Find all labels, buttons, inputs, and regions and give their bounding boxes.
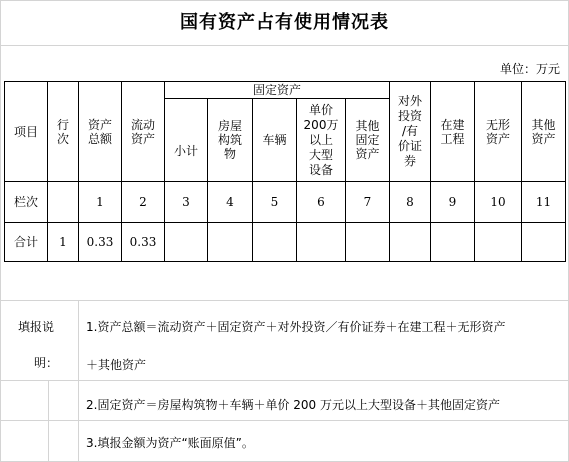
header-text: 其他 [355, 119, 380, 133]
table-border-bottom [4, 261, 566, 262]
page-title: 国有资产占有使用情况表 [180, 12, 389, 33]
header-text: 资产 [531, 131, 556, 146]
header-text: 行 [56, 117, 69, 132]
header-vehicles: 车辆 [262, 133, 287, 147]
gridline [0, 420, 569, 421]
header-text: 总额 [87, 131, 112, 146]
header-other-fixed [346, 99, 389, 181]
header-item: 项目 [13, 124, 38, 139]
column-number: 8 [406, 195, 414, 209]
header-construction [431, 82, 474, 181]
header-total-assets [79, 82, 121, 181]
header-other-assets [522, 82, 565, 181]
header-buildings [208, 99, 252, 181]
header-text: 构筑 [217, 133, 242, 147]
header-fixed-assets: 固定资产 [252, 83, 301, 97]
unit-label: 单位：万元 [499, 62, 560, 76]
header-text: 大型 [308, 147, 333, 162]
header-text: 设备 [308, 162, 333, 177]
header-row-no [48, 82, 78, 181]
header-text: 价证 [397, 139, 422, 153]
gridline [78, 300, 79, 462]
table-border-right [565, 81, 566, 262]
column-number: 7 [363, 195, 372, 209]
header-text: 资产 [87, 117, 112, 132]
column-number: 5 [270, 195, 279, 209]
header-text: 无形 [485, 117, 510, 132]
header-text: 以上 [308, 132, 333, 147]
gridline [48, 380, 49, 462]
note-1: 1.资产总额＝流动资产＋固定资产＋对外投资／有价证券＋在建工程＋无形资产 [86, 320, 506, 334]
header-text: 房屋 [217, 119, 242, 133]
note-3: 3.填报金额为资产“账面原值”。 [86, 436, 254, 450]
column-row-label: 栏次 [13, 195, 38, 209]
column-number: 4 [226, 195, 234, 209]
header-text: 工程 [440, 131, 465, 146]
total-row-label: 合计 [13, 235, 38, 249]
header-text: 在建 [440, 117, 465, 132]
note-1-continued: ＋其他资产 [86, 358, 147, 372]
column-number: 10 [490, 195, 506, 209]
header-text: 资产 [485, 131, 510, 146]
gridline [0, 380, 569, 381]
gridline [0, 263, 1, 462]
total-row-no: 1 [59, 235, 67, 249]
column-number: 1 [96, 195, 104, 209]
header-text: 资产 [355, 147, 380, 161]
header-subtotal: 小计 [173, 144, 198, 158]
header-text: 投资 [397, 109, 422, 123]
header-text: 固定 [355, 133, 380, 147]
header-text: 物 [223, 147, 236, 161]
current-assets-value: 0.33 [129, 235, 157, 249]
header-current-assets [122, 82, 164, 181]
gridline [0, 45, 569, 46]
header-text: /有 [401, 124, 419, 138]
header-text: 单价 [308, 102, 333, 117]
header-text: 200万 [303, 117, 339, 132]
column-number: 2 [139, 195, 147, 209]
header-intangible [475, 82, 521, 181]
gridline [0, 300, 569, 301]
column-number: 9 [448, 195, 457, 209]
column-number: 11 [535, 195, 552, 209]
column-number: 6 [317, 195, 325, 209]
notes-label-1: 填报说 [18, 320, 55, 334]
gridline [0, 0, 569, 1]
note-2: 2.固定资产＝房屋构筑物＋车辆＋单价 200 万元以上大型设备＋其他固定资产 [86, 398, 500, 412]
notes-label-2: 明： [34, 356, 59, 370]
column-row-empty [48, 182, 78, 222]
total-assets-value: 0.33 [86, 235, 114, 249]
header-text: 流动 [130, 117, 155, 132]
header-text: 对外 [397, 94, 422, 108]
header-investments [390, 82, 430, 181]
header-large-equipment [297, 99, 345, 181]
header-text: 券 [403, 154, 416, 168]
header-text: 其他 [531, 117, 556, 132]
column-number: 3 [182, 195, 190, 209]
header-text: 次 [56, 131, 69, 146]
header-text: 资产 [130, 131, 155, 146]
